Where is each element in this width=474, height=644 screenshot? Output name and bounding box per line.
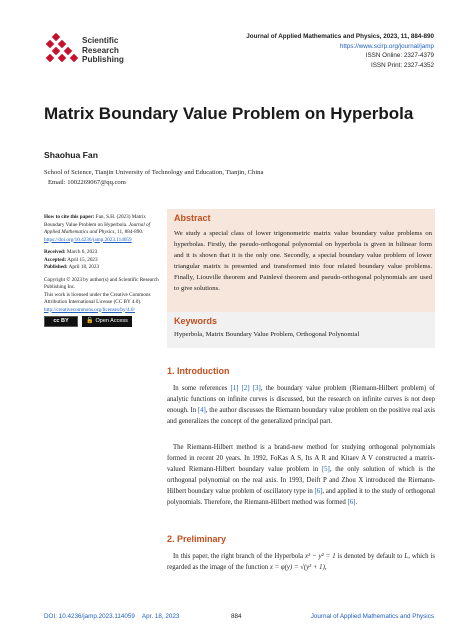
ref-link[interactable]: [6]: [347, 499, 356, 506]
text-run: In this paper, the right branch of the Hyperbola: [173, 553, 306, 560]
received-label: Received:: [44, 249, 66, 255]
publisher-logo-icon: [44, 33, 82, 67]
article-info-sidebar: [44, 214, 162, 332]
text-run: , the boundary value problem (Riemann-Hilbert problem) of analytic functions on infinite curves is discussed, but the research on infinite curves is not deep enough. In: [167, 385, 436, 414]
text-run: is denoted by default to: [335, 553, 405, 560]
text-run: In some references: [173, 385, 231, 392]
intro-paragraph-1: [167, 383, 435, 427]
abstract-heading: Abstract: [174, 213, 211, 223]
page-number: 884: [231, 613, 242, 620]
publisher-name-line: Publishing: [82, 55, 124, 65]
received-date: March 6, 2023: [66, 249, 98, 255]
abstract-text: We study a special class of lower trigonometric matrix value boundary value problems on hyperbolas. Firstly, the pseudo-orthogonal polynomial on hyperbola is given in bilinear form and it is shown that it is the only one. Secondly, a special boundary value problem of lower triangular matrix is presented and transformed into four related boundary value problems. Finally, Liouville theorem and Painlevé theorem and pseudo-orthogonal polynomials are used to give solutions.: [174, 230, 432, 293]
journal-url-link[interactable]: https://www.scirp.org/journal/jamp: [339, 42, 434, 50]
ref-link[interactable]: [6]: [314, 488, 323, 495]
publisher-name-line: Research: [82, 45, 119, 55]
keywords-heading: Keywords: [174, 316, 218, 326]
intro-paragraph-2: [167, 442, 435, 508]
text-run: , the only solution of which is the orthogonal polynomial on the real axis. In 1993, Deift P and Zhou X introduced the Riemann-Hilbert boundary value problem of oscillatory type in: [167, 466, 436, 495]
open-lock-icon: 🔓: [86, 317, 94, 324]
paper-title: Matrix Boundary Value Problem on Hyperbola: [44, 104, 414, 123]
license-link[interactable]: http://creativecommons.org/licenses/by/4.0/: [44, 306, 135, 313]
section-heading-preliminary: 2. Preliminary: [167, 534, 227, 544]
equation-hyperbola: x² − y² = 1: [305, 553, 336, 560]
dates-block: [44, 249, 162, 272]
preliminary-paragraph: [167, 551, 435, 573]
footer-date: Apr. 18, 2023: [141, 613, 180, 620]
published-date: April 18, 2023: [68, 264, 100, 270]
cite-journal: Journal of Applied Mathematics and Physics,: [44, 221, 151, 235]
published-row: [44, 264, 162, 272]
footer-doi-text: DOI: 10.4236/jamp.2023.114059: [44, 613, 135, 620]
publisher-name-line: Scientific: [82, 36, 119, 45]
journal-citation: Journal of Applied Mathematics and Physics, 2023, 11, 884-890: [246, 33, 434, 40]
text-run: .: [355, 499, 358, 506]
text-run: , which is regarded as the image of the function: [167, 553, 435, 571]
copyright-line: Copyright © 2023 by author(s) and Scientific Research Publishing Inc.: [44, 276, 159, 290]
text-run: The Riemann-Hilbert method is a brand-new method for studying orthogonal polynomials formed in recent 20 years. In 1992, FoKas A S, Its A R and Kitaev A V constructed a matrix-valued Riemann-Hilbert boundary value problem in: [167, 444, 435, 473]
text-run: , the author discusses the Riemann boundary value problem on the positive real axis and generalizes the concept of the generalized principal part.: [167, 407, 435, 425]
open-access-badge[interactable]: [82, 316, 132, 327]
keywords-text: Hyperbola, Matrix Boundary Value Problem, Orthogonal Polynomial: [174, 331, 360, 338]
cite-text: Fan, S.H. (2023) Matrix Boundary Value Problem on Hyperbola.: [44, 214, 146, 228]
ref-link[interactable]: [4]: [197, 407, 206, 414]
ref-link[interactable]: [1]: [230, 385, 239, 392]
ref-link[interactable]: [5]: [321, 466, 330, 473]
symbol-l: L: [404, 553, 409, 560]
section-heading-introduction: 1. Introduction: [167, 366, 230, 376]
accepted-date: April 15, 2023: [67, 256, 98, 263]
citation-block: [44, 214, 162, 244]
text-run: ,: [324, 564, 327, 571]
issn-print: ISSN Print: 2327-4352: [370, 61, 434, 69]
text-run: , and applied it to the study of orthogonal polynomials. Therefore, the Riemann-Hilbert method was formed: [167, 488, 435, 506]
author-email: Email: 1002269067@qq.com: [48, 178, 126, 186]
affiliation-block: [44, 168, 263, 187]
accepted-row: [44, 257, 162, 265]
publisher-name: [82, 36, 124, 65]
cc-by-badge-icon[interactable]: cc BY: [44, 316, 78, 327]
open-access-label: Open Access: [95, 317, 128, 324]
license-badges: [44, 316, 162, 327]
footer-journal-name: Journal of Applied Mathematics and Physics: [310, 613, 434, 620]
ref-link[interactable]: [3]: [252, 385, 261, 392]
equation-phi: x = φ(y) = √(y² + 1): [269, 564, 325, 571]
footer-doi[interactable]: [44, 613, 179, 620]
author-name: Shaohua Fan: [44, 150, 98, 160]
affiliation: School of Science, Tianjin University of Technology and Education, Tianjin, China: [44, 169, 264, 176]
cite-volume: 11, 884-890.: [117, 229, 144, 235]
license-line: This work is licensed under the Creative Commons Attribution International License (CC BY 4.0).: [44, 291, 151, 305]
issn-online: ISSN Online: 2327-4379: [365, 52, 434, 60]
copyright-block: [44, 277, 162, 328]
accepted-label: Accepted:: [44, 256, 67, 263]
cite-label: How to cite this paper:: [44, 214, 95, 220]
ref-link[interactable]: [2]: [241, 385, 250, 392]
journal-info: [246, 32, 434, 70]
cite-doi-link[interactable]: https://doi.org/10.4236/jamp.2023.114059: [44, 236, 132, 243]
received-row: [44, 249, 162, 257]
published-label: Published:: [44, 264, 68, 270]
